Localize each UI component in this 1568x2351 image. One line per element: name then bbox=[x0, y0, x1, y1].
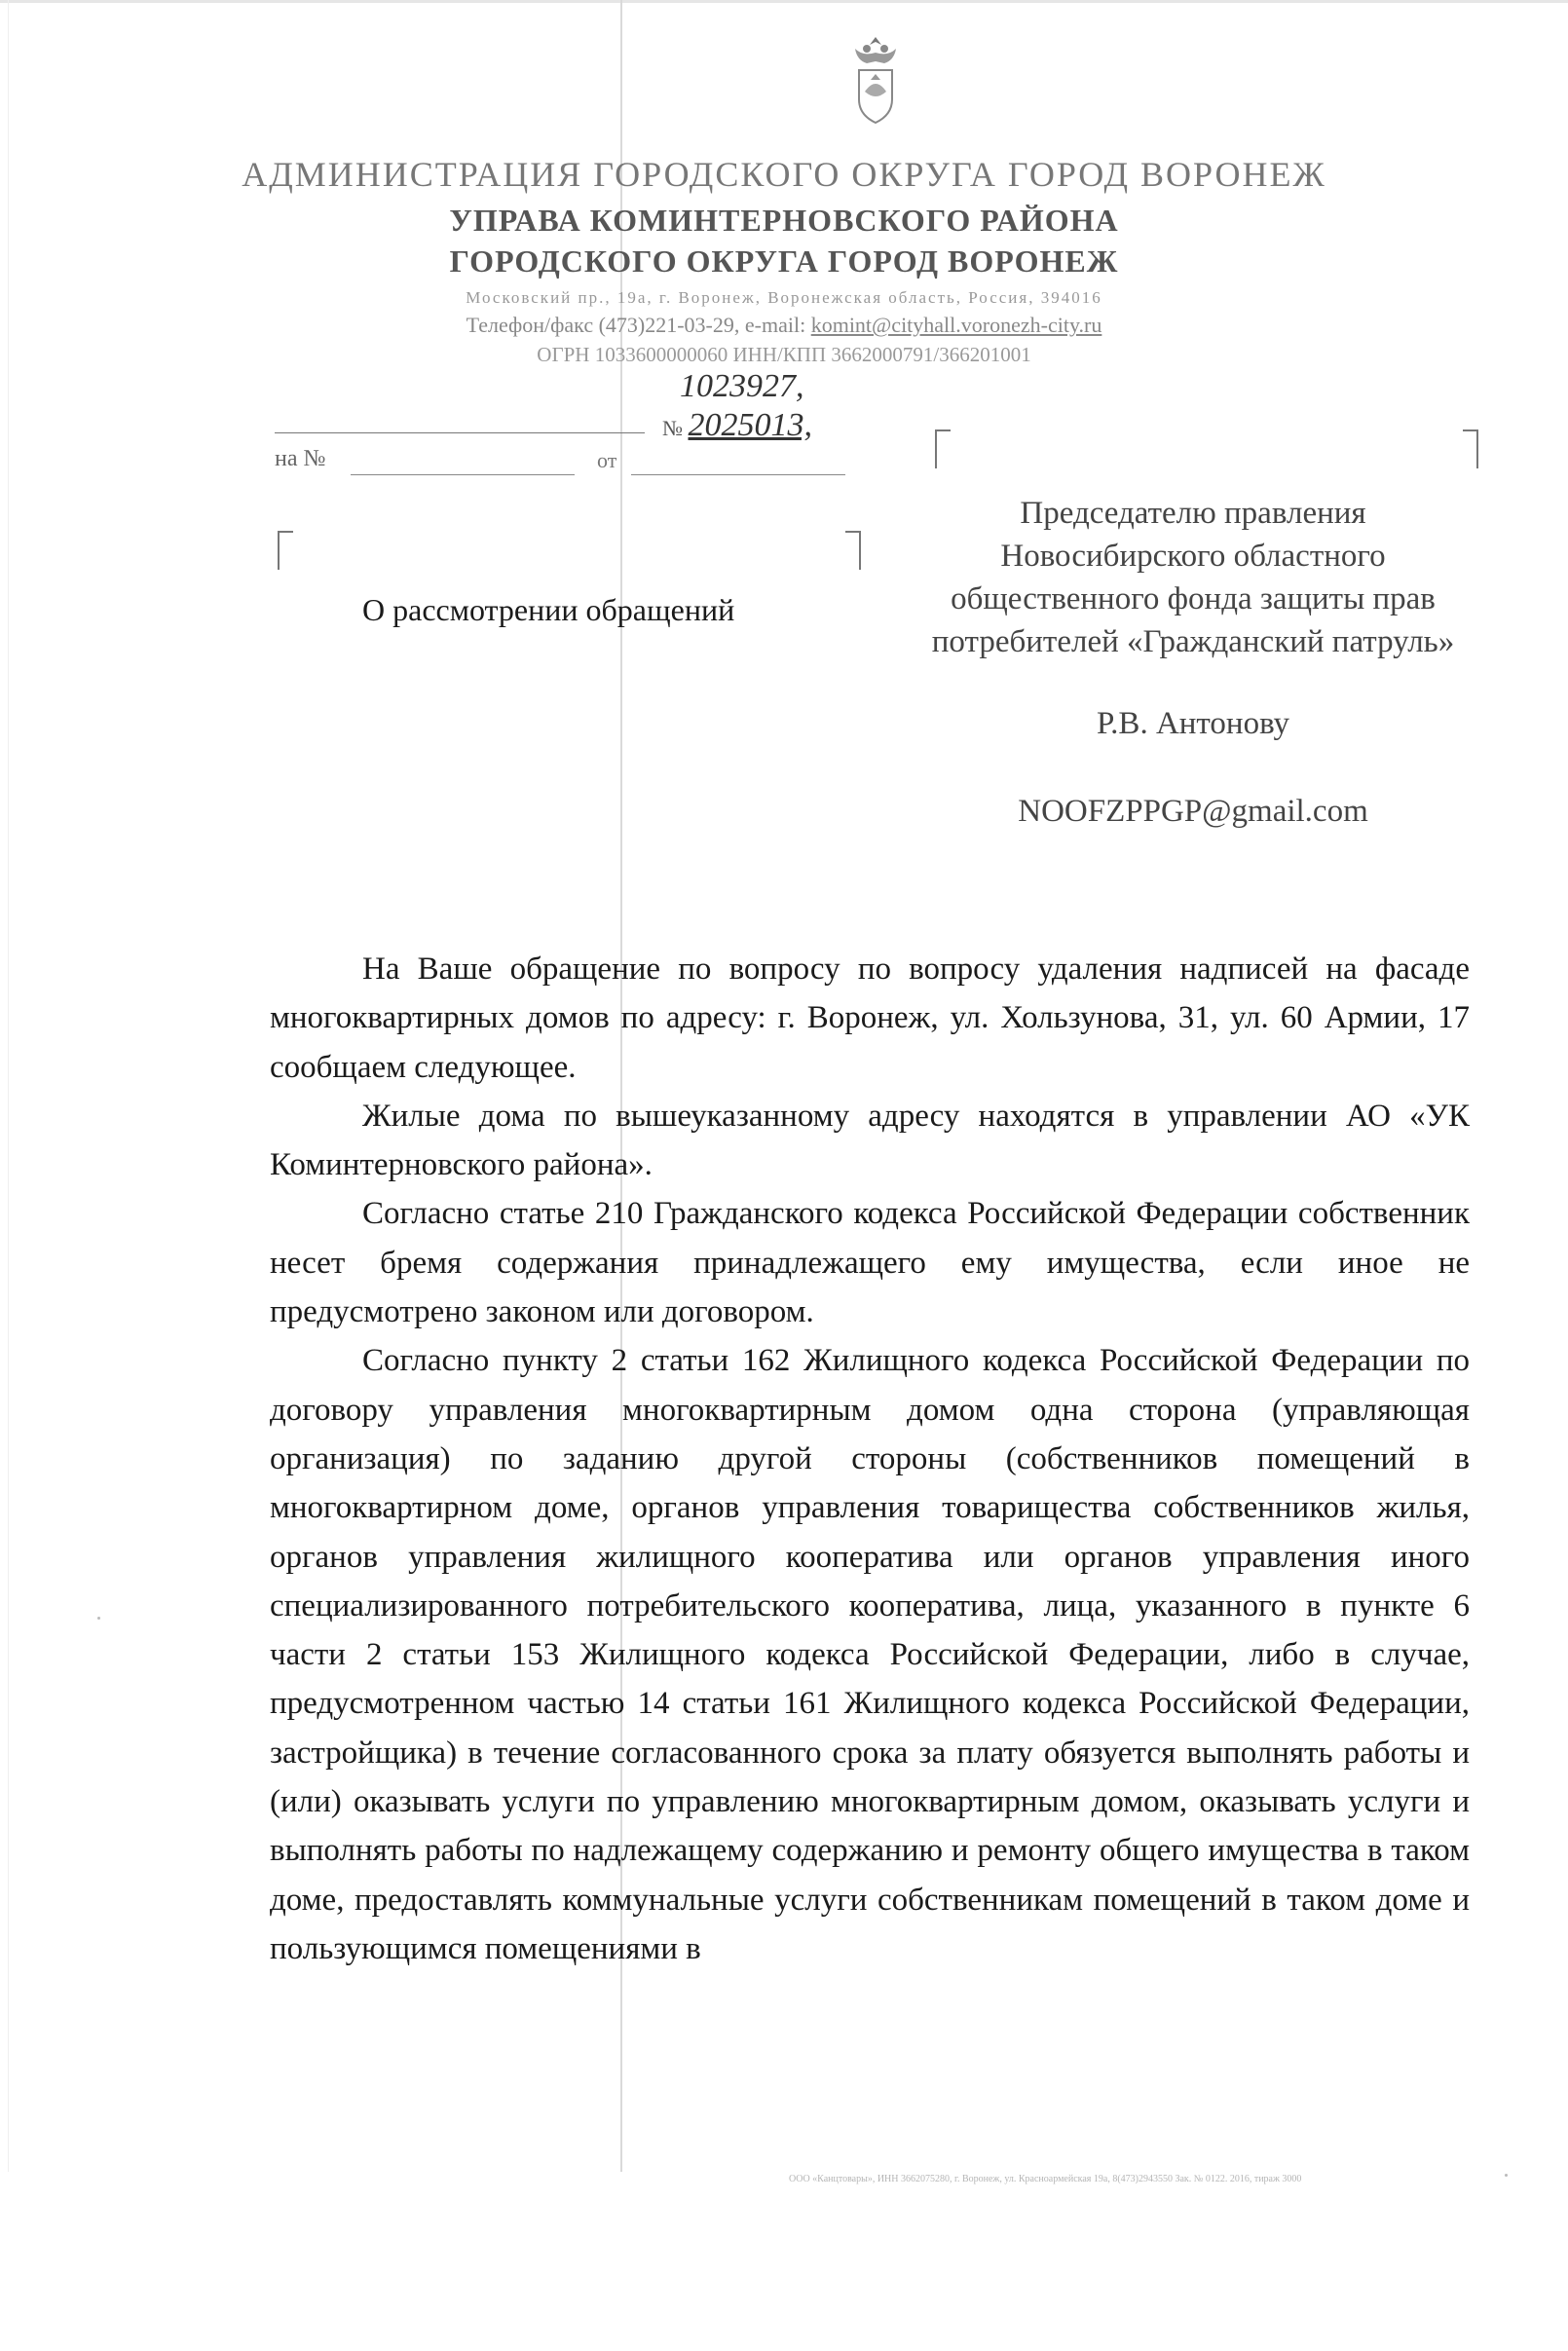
addressee-line: Новосибирского областного bbox=[1000, 539, 1386, 574]
addressee-line: потребителей «Гражданский патруль» bbox=[931, 624, 1455, 659]
org-name-line-2: УПРАВА КОМИНТЕРНОВСКОГО РАЙОНА bbox=[449, 203, 1119, 238]
handwritten-number: 2025013, bbox=[688, 407, 812, 443]
letter-subject: О рассмотрении обращений bbox=[362, 592, 735, 627]
org-address: Московский пр., 19а, г. Воронеж, Воронежская область, Россия, 394016 bbox=[466, 288, 1102, 307]
org-email-link[interactable]: komint@cityhall.voronezh-city.ru bbox=[810, 313, 1102, 337]
org-name-line-3: ГОРОДСКОГО ОКРУГА ГОРОД ВОРОНЕЖ bbox=[449, 243, 1119, 279]
from-date-label: от bbox=[597, 448, 617, 472]
subject-bracket-left bbox=[278, 531, 293, 570]
addressee-email: NOOFZPPGP@gmail.com bbox=[1018, 794, 1368, 829]
addressee-name: Р.В. Антонову bbox=[1096, 706, 1290, 741]
address-bracket-right bbox=[1463, 429, 1478, 468]
addressee-line: общественного фонда защиты прав bbox=[951, 581, 1436, 616]
printer-imprint: ООО «Канцтовары», ИНН 3662075280, г. Воронеж, ул. Красноармейская 19а, 8(473)2943550 Зак. № 0122. 2016, тираж 3000 bbox=[789, 2174, 1302, 2184]
outgoing-number bbox=[662, 407, 812, 444]
date-line bbox=[275, 432, 645, 433]
addressee-line: Председателю правления bbox=[1020, 496, 1366, 531]
coat-of-arms-icon bbox=[841, 31, 910, 129]
reply-to-line bbox=[351, 474, 575, 475]
subject-bracket-right bbox=[845, 531, 861, 570]
org-name-line-1: АДМИНИСТРАЦИЯ ГОРОДСКОГО ОКРУГА ГОРОД ВОРОНЕЖ bbox=[242, 155, 1326, 194]
body-paragraph: Жилые дома по вышеуказанному адресу находятся в управлении АО «УК Коминтерновского района». bbox=[270, 1098, 1470, 1183]
address-bracket-left bbox=[935, 429, 951, 468]
org-registration-ids: ОГРН 1033600000060 ИНН/КПП 3662000791/366201001 bbox=[537, 343, 1031, 366]
body-paragraph: Согласно пункту 2 статьи 162 Жилищного кодекса Российской Федерации по договору управления многоквартирным домом одна сторона (управляющая организация) по заданию другой стороны (собственников помещений в многоквартирном доме, органов управления товарищества собственников жилья, органов управления жилищного кооператива или органов управления иного специализированного потребительского кооператива, лица, указанного в пункте 6 части 2 статьи 153 Жилищного кодекса Российской Федерации, либо в случае, предусмотренном частью 14 статьи 161 Жилищного кодекса Российской Федерации, застройщика) в течение согласованного срока за плату обязуется выполнять работы и (или) оказывать услуги по управлению многоквартирным домом, оказывать услуги и выполнять работы по надлежащему содержанию и ремонту общего имущества в таком доме, предоставлять коммунальные услуги собственникам помещений в таком доме и пользующимся помещениями в bbox=[270, 1343, 1470, 1966]
handwritten-number-top: 1023927, bbox=[680, 368, 804, 404]
letter-body bbox=[270, 945, 1470, 1973]
body-paragraph: Согласно статье 210 Гражданского кодекса Российской Федерации собственник несет бремя содержания принадлежащего ему имущества, если иное не предусмотрено законом или договором. bbox=[270, 1196, 1470, 1330]
scan-speck bbox=[97, 1617, 100, 1620]
scan-border bbox=[0, 0, 1568, 3]
scan-speck bbox=[1505, 2174, 1508, 2177]
number-label: № bbox=[662, 416, 683, 440]
body-paragraph: На Ваше обращение по вопросу по вопросу удаления надписей на фасаде многоквартирных домов по адресу: г. Воронеж, ул. Хользунова, 31, ул. 60 Армии, 17 сообщаем следующее. bbox=[270, 952, 1470, 1085]
phone-fax: Телефон/факс (473)221-03-29, e-mail: bbox=[466, 313, 811, 337]
addressee-block bbox=[911, 492, 1475, 663]
org-contacts bbox=[0, 313, 1568, 338]
reply-to-label: на № bbox=[275, 446, 326, 471]
from-date-line bbox=[631, 474, 845, 475]
